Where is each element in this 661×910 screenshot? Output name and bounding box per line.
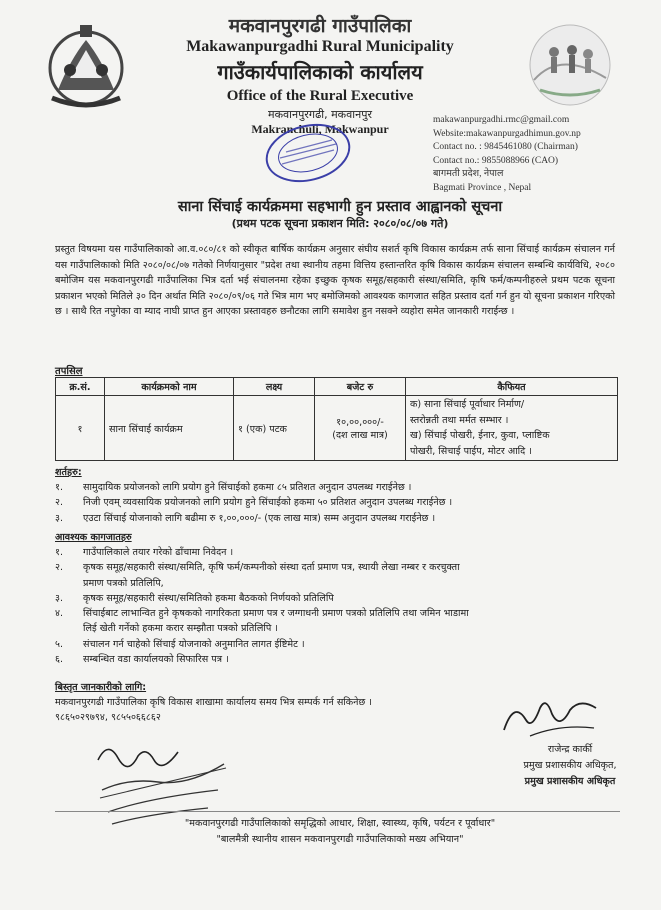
item-text: गाउँपालिकाले तयार गरेको ढाँचामा निवेदन । [83, 547, 234, 558]
documents-section [55, 530, 625, 667]
more-info-phone: ९८६५०२९७९४, ९८५५०६६८६२ [55, 712, 161, 724]
notice-title: साना सिंचाई कार्यक्रममा सहभागी हुन प्रस्ताव आह्वानको सूचना [177, 199, 503, 215]
nepal-emblem-icon [40, 20, 132, 112]
item-text: संचालन गर्न चाहेको सिंचाई योजनाको अनुमानित लागत ईष्टिमेट । [83, 638, 305, 650]
budget-words: (दश लाख मात्र) [332, 430, 388, 441]
list-item [55, 637, 625, 652]
item-text: कृषक समूह/सहकारी संस्था/समितिको हकमा बैठकको निर्णयको प्रतिलिपि [83, 592, 334, 604]
office-name-np: गाउँकार्यपालिकाको कार्यालय [217, 60, 423, 84]
address-en: Makranchuli, Makwanpur [251, 122, 389, 136]
notice-body: प्रस्तुत विषयमा यस गाउँपालिकाको आ.व.०८०/८१ को स्वीकृत बार्षिक कार्यक्रम अनुसार संघीय सशर्त कृषि विकास कार्यक्रम तर्फ साना सिंचाई कार्यक्रम संचालन गर्न यस गाउँपालिकाको मिति २०८०/०८/०७ गतेको निर्णयानुसार "प्रदेश तथा स्थानीय तहमा वित्तिय हस्तान्तरित कृषि विकास कार्यक्रम संचालन सम्बन्धि कार्यविधि, २०८० बमोजिम यस मकवानपुरगढी गाउँपालिका भित्र दर्ता भई संचालनमा रहेका इच्छुक कृषक समूह/सहकारी संस्था/समिति, कृषि फर्म/कम्पनीहरुले प्रथम पटक सूचना प्रकाशन भएको मितिले ३० दिन अर्थात मिति २०८०/०९/०६ गते भित्र माग भए बमोजिमको आवश्यक कागजात सहित प्रस्ताव दर्ता गर्न हुन यो सूचना प्रकाशन गरिएको छ । साथै रित नपुगेका वा म्याद नाघी प्राप्त हुन आएका प्रस्तावहरु छनौटका लागि समावेश हुन नसक्ने व्यहोरा समेत जानकारी गराईन्छ । [55, 244, 615, 318]
col-header-target: लक्ष्य [234, 378, 315, 396]
list-item [55, 511, 625, 526]
item-number: २. [55, 497, 64, 509]
table-label: तपसिल [55, 366, 83, 377]
item-number: ४. [55, 608, 64, 620]
remarks-line: क) साना सिंचाई पूर्वाधार निर्माण/ [410, 399, 525, 410]
remarks-line: पोखरी, सिचाई पाईप, मोटर आदि । [410, 445, 532, 457]
municipality-name-en: Makawanpurgadhi Rural Municipality [186, 38, 454, 55]
address-np: मकवानपुरगढी, मकवानपुर [268, 108, 372, 121]
item-number: ५. [55, 638, 64, 650]
budget-amount: १०,००,०००/- [336, 417, 384, 428]
item-text: कृषक समूह/सहकारी संस्था/समिति, कृषि फर्म/कम्पनीको संस्था दर्ता प्रमाण पत्र, स्थायी लेखा नम्बर र करचुक्ता [83, 562, 460, 574]
signer-title-bold: प्रमुख प्रशासकीय अधिकृत [524, 776, 616, 787]
item-text: एउटा सिंचाई योजनाको लागि बढीमा रु १,००,०००/- (एक लाख मात्र) सम्म अनुदान उपलब्ध गराईनेछ । [83, 512, 436, 524]
more-info-line: मकवानपुरगढी गाउँपालिका कृषि विकास शाखामा कार्यालय समय भित्र सम्पर्क गर्न सकिनेछ । [55, 697, 372, 708]
municipality-logo-icon [520, 20, 620, 110]
table-row [56, 396, 618, 461]
list-item [55, 545, 625, 560]
item-number: ६. [55, 654, 64, 666]
municipality-name-np: मकवानपुरगढी गाउँपालिका [228, 15, 412, 37]
program-table [55, 377, 618, 461]
item-number: २. [55, 562, 64, 574]
item-text: सम्बन्धित वडा कार्यालयको सिफारिस पत्र । [83, 654, 229, 666]
cell-name: साना सिंचाई कार्यक्रम [105, 396, 234, 461]
footer-slogan-1: "मकवानपुरगढी गाउँपालिकाको समृद्धिको आधार, शिक्षा, स्वास्थ्य, कृषि, पर्यटन र पूर्वाधार" [184, 818, 496, 829]
signer-name: राजेन्द्र कार्की [547, 744, 593, 755]
remarks-line: स्तरोन्नती तथा मर्मत सम्भार । [410, 414, 509, 426]
contact-cao: Contact no.: 9855088966 (CAO) [433, 155, 559, 166]
item-number [55, 576, 83, 591]
list-item [55, 560, 625, 575]
contact-province-en: Bagmati Province , Nepal [433, 182, 532, 193]
list-item [55, 606, 625, 621]
list-item [55, 652, 625, 667]
item-text: सिंचाईबाट लाभान्वित हुने कृषकको नागरिकता प्रमाण पत्र र जग्गाधनी प्रमाण पत्रको प्रतिलिपि तथा जमिन भाडामा [83, 608, 469, 620]
col-header-remarks: कैफियत [406, 378, 618, 396]
item-number: १. [55, 482, 64, 493]
list-item [55, 495, 625, 510]
documents-heading: आवश्यक कागजातहरु [55, 532, 132, 543]
list-item [55, 621, 625, 636]
contact-province-np: बागमती प्रदेश, नेपाल [433, 169, 504, 179]
item-number [55, 621, 83, 636]
cell-target: १ (एक) पटक [234, 396, 315, 461]
footer [60, 816, 620, 848]
notice-subtitle: (प्रथम पटक सूचना प्रकाशन मिति: २०८०/०८/०७ गते) [231, 217, 449, 230]
conditions-heading: शर्तहरु: [55, 467, 82, 478]
item-text: लिई खेती गर्नेको हकमा करार सम्झौता पत्रको प्रतिलिपि । [83, 623, 278, 635]
remarks-line: ख) सिंचाई पोखरी, ईनार, कुवा, प्लाष्टिक [410, 430, 550, 441]
signer-block [505, 742, 635, 790]
contact-block [433, 114, 653, 195]
col-header-budget: बजेट रु [315, 378, 406, 396]
list-item [55, 576, 625, 591]
item-number: ३. [55, 512, 64, 524]
footer-divider [55, 811, 620, 812]
contact-chairman: Contact no. : 9845461080 (Chairman) [433, 142, 578, 152]
signer-title: प्रमुख प्रशासकीय अधिकृत, [523, 760, 617, 771]
item-number: ३. [55, 592, 64, 604]
cell-remarks [406, 396, 618, 461]
col-header-name: कार्यक्रमको नाम [105, 378, 234, 396]
item-number: १. [55, 547, 64, 558]
item-text: प्रमाण पत्रको प्रतिलिपि, [83, 577, 164, 589]
table-header-row [56, 378, 618, 396]
list-item [55, 480, 625, 495]
cell-sn: १ [56, 396, 105, 461]
more-info-heading: बिस्तृत जानकारीको लागि: [55, 682, 147, 693]
contact-website: Website:makawanpurgadhimun.gov.np [433, 128, 581, 139]
cell-budget [315, 396, 406, 461]
item-text: सामुदायिक प्रयोजनको लागि प्रयोग हुने सिंचाईको हकमा ८५ प्रतिशत अनुदान उपलब्ध गराईनेछ । [83, 482, 412, 493]
item-text: निजी एवम् व्यवसायिक प्रयोजनको लागि प्रयोग हुने सिंचाईको हकमा ५० प्रतिशत अनुदान उपलब्ध गराईनेछ । [83, 497, 453, 509]
col-header-sn: क्र.सं. [56, 378, 105, 396]
list-item [55, 591, 625, 606]
cao-signature-icon [500, 690, 600, 740]
contact-email: makawanpurgadhi.rmc@gmail.com [433, 115, 570, 125]
office-name-en: Office of the Rural Executive [226, 88, 414, 104]
conditions-section [55, 465, 625, 526]
office-seal-stamp-icon [262, 122, 354, 184]
footer-slogan-2: "बालमैत्री स्थानीय शासन मकवानपुरगढी गाउँपालिकाको मख्य अभियान" [216, 834, 464, 845]
